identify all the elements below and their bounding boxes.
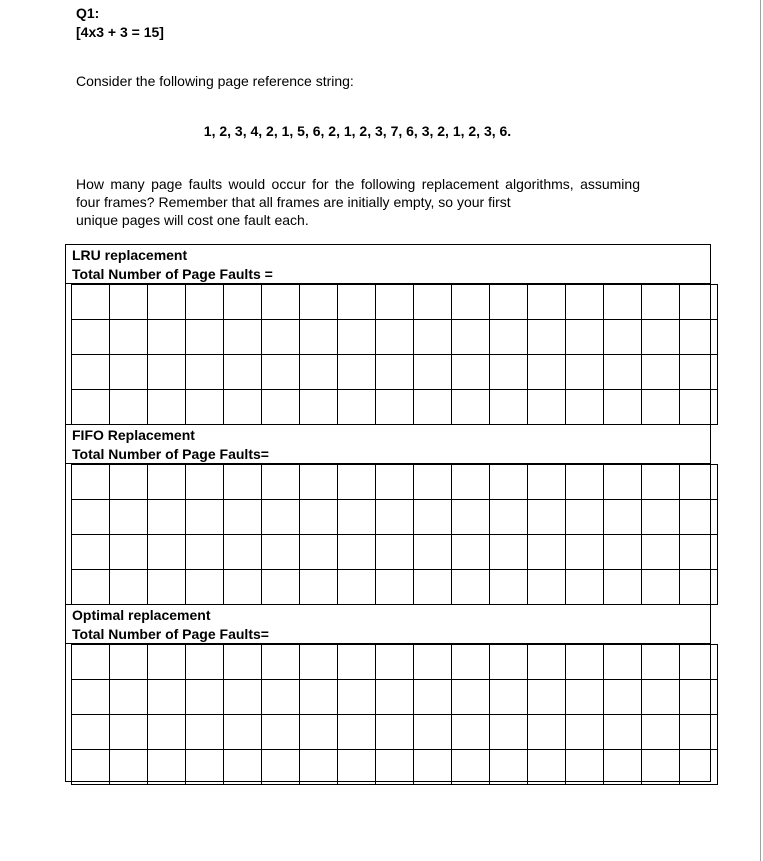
frame-cell[interactable] bbox=[300, 500, 338, 535]
frame-cell[interactable] bbox=[604, 750, 642, 785]
frame-cell[interactable] bbox=[110, 465, 148, 500]
frame-cell[interactable] bbox=[490, 570, 528, 605]
frame-cell[interactable] bbox=[224, 680, 262, 715]
frame-cell[interactable] bbox=[490, 355, 528, 390]
frame-cell[interactable] bbox=[490, 680, 528, 715]
frame-cell[interactable] bbox=[490, 750, 528, 785]
frame-cell[interactable] bbox=[262, 285, 300, 320]
frame-cell[interactable] bbox=[680, 355, 718, 390]
frame-cell[interactable] bbox=[72, 750, 110, 785]
frame-cell[interactable] bbox=[566, 285, 604, 320]
frame-cell[interactable] bbox=[148, 750, 186, 785]
frame-cell[interactable] bbox=[338, 715, 376, 750]
frame-cell[interactable] bbox=[642, 715, 680, 750]
frame-cell[interactable] bbox=[528, 320, 566, 355]
frame-cell[interactable] bbox=[566, 465, 604, 500]
frame-cell[interactable] bbox=[110, 750, 148, 785]
frame-cell[interactable] bbox=[110, 285, 148, 320]
frame-cell[interactable] bbox=[642, 680, 680, 715]
frame-cell[interactable] bbox=[338, 465, 376, 500]
frame-cell[interactable] bbox=[262, 645, 300, 680]
frame-cell[interactable] bbox=[452, 390, 490, 425]
frame-row bbox=[72, 750, 718, 785]
frame-cell[interactable] bbox=[224, 750, 262, 785]
frame-cell[interactable] bbox=[338, 320, 376, 355]
frame-cell[interactable] bbox=[110, 680, 148, 715]
frame-cell[interactable] bbox=[414, 320, 452, 355]
fifo-grid[interactable] bbox=[71, 464, 718, 605]
frame-cell[interactable] bbox=[186, 465, 224, 500]
frame-cell[interactable] bbox=[566, 390, 604, 425]
frame-cell[interactable] bbox=[148, 680, 186, 715]
frame-cell[interactable] bbox=[680, 645, 718, 680]
frame-cell[interactable] bbox=[528, 645, 566, 680]
frame-cell[interactable] bbox=[224, 320, 262, 355]
frame-cell[interactable] bbox=[642, 285, 680, 320]
frame-cell[interactable] bbox=[452, 750, 490, 785]
frame-cell[interactable] bbox=[642, 645, 680, 680]
frame-cell[interactable] bbox=[604, 535, 642, 570]
frame-cell[interactable] bbox=[604, 715, 642, 750]
frame-cell[interactable] bbox=[148, 535, 186, 570]
frame-cell[interactable] bbox=[528, 500, 566, 535]
frame-cell[interactable] bbox=[186, 570, 224, 605]
frame-cell[interactable] bbox=[224, 715, 262, 750]
frame-cell[interactable] bbox=[338, 500, 376, 535]
frame-cell[interactable] bbox=[300, 680, 338, 715]
fifo-title: FIFO Replacement bbox=[72, 427, 195, 443]
frame-cell[interactable] bbox=[186, 285, 224, 320]
frame-cell[interactable] bbox=[338, 645, 376, 680]
frame-cell[interactable] bbox=[300, 465, 338, 500]
frame-row bbox=[72, 535, 718, 570]
frame-cell[interactable] bbox=[262, 535, 300, 570]
frame-cell[interactable] bbox=[604, 645, 642, 680]
frame-cell[interactable] bbox=[338, 680, 376, 715]
frame-cell[interactable] bbox=[72, 500, 110, 535]
frame-cell[interactable] bbox=[452, 285, 490, 320]
frame-row bbox=[72, 680, 718, 715]
frame-cell[interactable] bbox=[262, 355, 300, 390]
frame-cell[interactable] bbox=[680, 285, 718, 320]
frame-row bbox=[72, 645, 718, 680]
frame-cell[interactable] bbox=[224, 390, 262, 425]
frame-cell[interactable] bbox=[186, 355, 224, 390]
frame-cell[interactable] bbox=[224, 355, 262, 390]
frame-cell[interactable] bbox=[148, 355, 186, 390]
fifo-top-separator bbox=[66, 424, 710, 425]
frame-cell[interactable] bbox=[186, 500, 224, 535]
frame-cell[interactable] bbox=[186, 645, 224, 680]
frame-cell[interactable] bbox=[604, 390, 642, 425]
frame-cell[interactable] bbox=[376, 680, 414, 715]
frame-cell[interactable] bbox=[414, 285, 452, 320]
frame-cell[interactable] bbox=[300, 570, 338, 605]
frame-cell[interactable] bbox=[224, 645, 262, 680]
lru-title: LRU replacement bbox=[72, 247, 188, 263]
frame-cell[interactable] bbox=[528, 535, 566, 570]
frame-cell[interactable] bbox=[680, 320, 718, 355]
frame-cell[interactable] bbox=[490, 535, 528, 570]
frame-cell[interactable] bbox=[72, 535, 110, 570]
frame-cell[interactable] bbox=[680, 750, 718, 785]
frame-cell[interactable] bbox=[566, 750, 604, 785]
frame-cell[interactable] bbox=[490, 465, 528, 500]
frame-cell[interactable] bbox=[414, 465, 452, 500]
frame-row bbox=[72, 285, 718, 320]
frame-cell[interactable] bbox=[148, 570, 186, 605]
optimal-faults-label[interactable]: Total Number of Page Faults= bbox=[72, 626, 269, 642]
frame-cell[interactable] bbox=[224, 500, 262, 535]
frame-cell[interactable] bbox=[414, 500, 452, 535]
frame-cell[interactable] bbox=[642, 465, 680, 500]
frame-cell[interactable] bbox=[642, 535, 680, 570]
frame-cell[interactable] bbox=[642, 750, 680, 785]
frame-cell[interactable] bbox=[300, 715, 338, 750]
frame-row bbox=[72, 500, 718, 535]
frame-cell[interactable] bbox=[490, 500, 528, 535]
frame-cell[interactable] bbox=[680, 390, 718, 425]
frame-cell[interactable] bbox=[642, 570, 680, 605]
frame-cell[interactable] bbox=[680, 570, 718, 605]
frame-cell[interactable] bbox=[72, 355, 110, 390]
frame-cell[interactable] bbox=[224, 535, 262, 570]
frame-cell[interactable] bbox=[414, 715, 452, 750]
frame-cell[interactable] bbox=[376, 500, 414, 535]
frame-cell[interactable] bbox=[148, 285, 186, 320]
frame-cell[interactable] bbox=[566, 535, 604, 570]
lru-grid[interactable] bbox=[71, 284, 718, 425]
frame-cell[interactable] bbox=[604, 285, 642, 320]
frame-cell[interactable] bbox=[376, 750, 414, 785]
frame-cell[interactable] bbox=[338, 570, 376, 605]
frame-cell[interactable] bbox=[376, 285, 414, 320]
frame-cell[interactable] bbox=[338, 285, 376, 320]
frame-cell[interactable] bbox=[186, 320, 224, 355]
frame-cell[interactable] bbox=[262, 680, 300, 715]
frame-cell[interactable] bbox=[110, 320, 148, 355]
frame-cell[interactable] bbox=[72, 285, 110, 320]
frame-cell[interactable] bbox=[186, 715, 224, 750]
frame-cell[interactable] bbox=[452, 465, 490, 500]
reference-string-text: 1, 2, 3, 4, 2, 1, 5, 6, 2, 1, 2, 3, 7, 6, 3, 2, 1, 2, 3, 6. bbox=[203, 123, 512, 139]
frame-cell[interactable] bbox=[604, 465, 642, 500]
frame-cell[interactable] bbox=[262, 500, 300, 535]
frame-cell[interactable] bbox=[414, 570, 452, 605]
frame-cell[interactable] bbox=[110, 500, 148, 535]
question-number: Q1: bbox=[76, 5, 100, 21]
frame-cell[interactable] bbox=[262, 320, 300, 355]
frame-cell[interactable] bbox=[224, 465, 262, 500]
frame-cell[interactable] bbox=[110, 570, 148, 605]
answer-table bbox=[65, 244, 711, 782]
frame-cell[interactable] bbox=[490, 320, 528, 355]
intro-text: Consider the following page reference string: bbox=[76, 73, 354, 89]
frame-cell[interactable] bbox=[110, 535, 148, 570]
frame-cell[interactable] bbox=[414, 645, 452, 680]
frame-cell[interactable] bbox=[186, 390, 224, 425]
frame-cell[interactable] bbox=[566, 500, 604, 535]
frame-cell[interactable] bbox=[300, 355, 338, 390]
frame-cell[interactable] bbox=[566, 680, 604, 715]
frame-cell[interactable] bbox=[110, 645, 148, 680]
frame-cell[interactable] bbox=[262, 750, 300, 785]
frame-cell[interactable] bbox=[566, 570, 604, 605]
frame-cell[interactable] bbox=[680, 535, 718, 570]
lru-faults-label[interactable]: Total Number of Page Faults = bbox=[72, 266, 273, 282]
frame-cell[interactable] bbox=[642, 320, 680, 355]
frame-cell[interactable] bbox=[72, 320, 110, 355]
frame-cell[interactable] bbox=[452, 500, 490, 535]
frame-cell[interactable] bbox=[452, 535, 490, 570]
frame-cell[interactable] bbox=[680, 680, 718, 715]
frame-row bbox=[72, 355, 718, 390]
optimal-top-separator bbox=[66, 604, 710, 605]
frame-cell[interactable] bbox=[642, 355, 680, 390]
frame-cell[interactable] bbox=[452, 645, 490, 680]
frame-cell[interactable] bbox=[186, 680, 224, 715]
frame-cell[interactable] bbox=[72, 465, 110, 500]
frame-cell[interactable] bbox=[338, 355, 376, 390]
frame-cell[interactable] bbox=[528, 570, 566, 605]
lru-section-label bbox=[72, 246, 273, 284]
frame-cell[interactable] bbox=[528, 680, 566, 715]
frame-cell[interactable] bbox=[452, 355, 490, 390]
frame-cell[interactable] bbox=[528, 715, 566, 750]
frame-cell[interactable] bbox=[528, 285, 566, 320]
frame-cell[interactable] bbox=[452, 570, 490, 605]
frame-cell[interactable] bbox=[262, 715, 300, 750]
frame-cell[interactable] bbox=[300, 645, 338, 680]
optimal-title: Optimal replacement bbox=[72, 607, 211, 623]
frame-cell[interactable] bbox=[414, 680, 452, 715]
frame-cell[interactable] bbox=[680, 500, 718, 535]
frame-cell[interactable] bbox=[262, 390, 300, 425]
frame-cell[interactable] bbox=[642, 390, 680, 425]
frame-cell[interactable] bbox=[604, 570, 642, 605]
frame-cell[interactable] bbox=[110, 355, 148, 390]
frame-cell[interactable] bbox=[528, 465, 566, 500]
frame-cell[interactable] bbox=[262, 570, 300, 605]
frame-cell[interactable] bbox=[338, 390, 376, 425]
frame-cell[interactable] bbox=[452, 715, 490, 750]
frame-cell[interactable] bbox=[566, 355, 604, 390]
frame-cell[interactable] bbox=[72, 390, 110, 425]
frame-cell[interactable] bbox=[376, 535, 414, 570]
frame-cell[interactable] bbox=[604, 355, 642, 390]
frame-cell[interactable] bbox=[148, 500, 186, 535]
frame-cell[interactable] bbox=[452, 320, 490, 355]
frame-cell[interactable] bbox=[186, 535, 224, 570]
optimal-section-label bbox=[72, 606, 269, 644]
frame-cell[interactable] bbox=[376, 645, 414, 680]
frame-cell[interactable] bbox=[414, 355, 452, 390]
frame-cell[interactable] bbox=[376, 715, 414, 750]
frame-cell[interactable] bbox=[376, 355, 414, 390]
frame-cell[interactable] bbox=[300, 320, 338, 355]
frame-cell[interactable] bbox=[224, 570, 262, 605]
frame-cell[interactable] bbox=[604, 500, 642, 535]
frame-cell[interactable] bbox=[528, 390, 566, 425]
frame-cell[interactable] bbox=[376, 465, 414, 500]
frame-cell[interactable] bbox=[224, 285, 262, 320]
frame-cell[interactable] bbox=[642, 500, 680, 535]
frame-row bbox=[72, 570, 718, 605]
marks-breakdown: [4x3 + 3 = 15] bbox=[76, 24, 164, 40]
frame-cell[interactable] bbox=[414, 750, 452, 785]
question-text bbox=[76, 175, 640, 229]
frame-cell[interactable] bbox=[148, 390, 186, 425]
frame-cell[interactable] bbox=[300, 390, 338, 425]
frame-cell[interactable] bbox=[528, 355, 566, 390]
fifo-faults-label[interactable]: Total Number of Page Faults= bbox=[72, 446, 269, 462]
frame-cell[interactable] bbox=[414, 535, 452, 570]
frame-cell[interactable] bbox=[376, 390, 414, 425]
frame-cell[interactable] bbox=[338, 750, 376, 785]
frame-cell[interactable] bbox=[148, 465, 186, 500]
frame-cell[interactable] bbox=[72, 570, 110, 605]
frame-cell[interactable] bbox=[566, 645, 604, 680]
frame-cell[interactable] bbox=[604, 680, 642, 715]
question-line-1: How many page faults would occur for the following replacement algorithms, assuming four frames? Remember that all frames are initially empty, so your first bbox=[76, 176, 640, 210]
frame-cell[interactable] bbox=[72, 680, 110, 715]
frame-cell[interactable] bbox=[148, 645, 186, 680]
frame-row bbox=[72, 465, 718, 500]
frame-cell[interactable] bbox=[566, 715, 604, 750]
frame-cell[interactable] bbox=[490, 285, 528, 320]
frame-cell[interactable] bbox=[72, 715, 110, 750]
frame-cell[interactable] bbox=[490, 390, 528, 425]
optimal-grid[interactable] bbox=[71, 644, 718, 785]
fifo-section-label bbox=[72, 426, 269, 464]
frame-cell[interactable] bbox=[110, 390, 148, 425]
frame-cell[interactable] bbox=[376, 320, 414, 355]
frame-cell[interactable] bbox=[566, 320, 604, 355]
frame-cell[interactable] bbox=[300, 750, 338, 785]
frame-cell[interactable] bbox=[148, 320, 186, 355]
question-header bbox=[76, 4, 164, 42]
frame-cell[interactable] bbox=[528, 750, 566, 785]
frame-cell[interactable] bbox=[490, 645, 528, 680]
frame-cell[interactable] bbox=[414, 390, 452, 425]
frame-cell[interactable] bbox=[338, 535, 376, 570]
question-line-2: unique pages will cost one fault each. bbox=[76, 212, 309, 228]
frame-row bbox=[72, 715, 718, 750]
frame-cell[interactable] bbox=[148, 715, 186, 750]
frame-cell[interactable] bbox=[452, 680, 490, 715]
frame-row bbox=[72, 320, 718, 355]
frame-cell[interactable] bbox=[604, 320, 642, 355]
frame-cell[interactable] bbox=[300, 535, 338, 570]
reference-string bbox=[0, 123, 763, 139]
frame-row bbox=[72, 390, 718, 425]
frame-cell[interactable] bbox=[186, 750, 224, 785]
frame-cell[interactable] bbox=[300, 285, 338, 320]
frame-cell[interactable] bbox=[72, 645, 110, 680]
frame-cell[interactable] bbox=[110, 715, 148, 750]
frame-cell[interactable] bbox=[680, 715, 718, 750]
frame-cell[interactable] bbox=[376, 570, 414, 605]
frame-cell[interactable] bbox=[490, 715, 528, 750]
frame-cell[interactable] bbox=[680, 465, 718, 500]
frame-cell[interactable] bbox=[262, 465, 300, 500]
